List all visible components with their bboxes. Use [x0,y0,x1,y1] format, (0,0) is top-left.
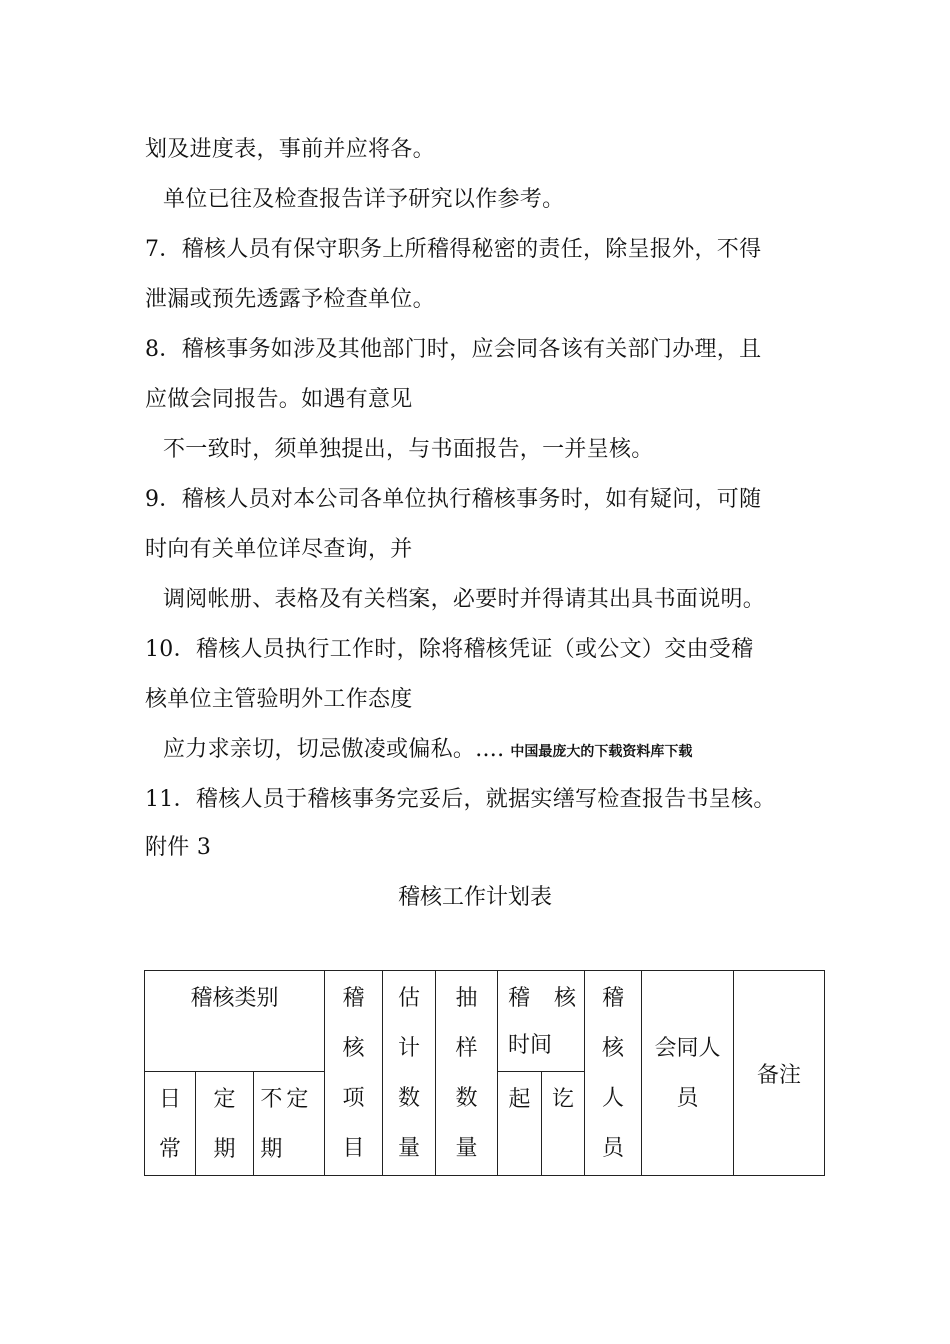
time-header-right: 核 [553,986,576,1011]
sample-header-chars: 抽样数量 [455,986,478,1161]
auditor-header [585,971,641,1174]
time-end: 讫 [551,1087,574,1112]
category-daily-cell [145,1072,196,1176]
time-header-line1 [498,971,584,1024]
category-periodic-chars: 定期 [213,1087,236,1162]
paragraph-line: 泄漏或预先透露予检查单位。 [145,287,435,312]
sample-cell [436,971,498,1176]
category-periodic-cell [196,1072,254,1176]
paragraph-line: 8．稽核事务如涉及其他部门时，应会同各该有关部门办理，且 [145,337,762,362]
paragraph-text: 应力求亲切，切忌傲凌或偏私。.... [163,737,505,762]
paragraph-line: 划及进度表，事前并应将各。 [145,137,435,162]
paragraph-line: 9．稽核人员对本公司各单位执行稽核事务时，如有疑问，可随 [145,487,762,512]
paragraph-line: 10．稽核人员执行工作时，除将稽核凭证（或公文）交由受稽 [145,637,754,662]
estimate-header [383,971,435,1174]
auditor-cell [585,971,642,1176]
category-irregular-cell [254,1072,325,1176]
table-title: 稽核工作计划表 [397,885,552,910]
paragraph-line: 应做会同报告。如遇有意见 [145,387,413,412]
time-header-left: 稽 [508,986,531,1011]
attachment-label: 附件 3 [145,835,212,860]
item-cell [325,971,383,1176]
paragraph-line: 不一致时，须单独提出，与书面报告，一并呈核。 [163,437,654,462]
time-start-cell [498,1072,542,1176]
time-start: 起 [508,1087,531,1112]
sample-header [436,971,497,1174]
item-header-chars: 稽核项目 [342,986,365,1161]
item-header [325,971,382,1174]
remarks-header: 备注 [756,1062,801,1088]
estimate-cell [383,971,436,1176]
time-end-cell [542,1072,585,1176]
joint-staff-cell [642,971,734,1176]
remarks-cell [734,971,825,1176]
category-periodic [196,1072,253,1175]
category-header-cell [145,971,325,1072]
paragraph-line: 核单位主管验明外工作态度 [145,687,413,712]
paragraph-line: 调阅帐册、表格及有关档案，必要时并得请其出具书面说明。 [163,587,766,612]
paragraph-line: 11．稽核人员于稽核事务完妥后，就据实缮写检查报告书呈核。 [145,787,776,812]
category-daily [145,1072,195,1175]
joint-staff-header: 会同人员 [654,1036,721,1111]
estimate-header-chars: 估计数量 [398,986,421,1161]
category-header: 稽核类别 [190,986,279,1011]
paragraph-line: 单位已往及检查报告详予研究以作参考。 [163,187,565,212]
audit-plan-table [144,970,825,1176]
category-irregular: 不定期 [260,1087,313,1162]
watermark-note: 中国最庞大的下载资料库下载 [510,744,693,760]
paragraph-line: 时向有关单位详尽查询，并 [145,537,413,562]
time-header-line2: 时间 [508,1033,553,1058]
paragraph-line-with-note [163,735,692,767]
time-header-cell [498,971,585,1072]
paragraph-line: 7．稽核人员有保守职务上所稽得秘密的责任，除呈报外，不得 [145,237,762,262]
auditor-header-chars: 稽核人员 [602,986,625,1161]
category-daily-chars: 日常 [159,1087,182,1162]
